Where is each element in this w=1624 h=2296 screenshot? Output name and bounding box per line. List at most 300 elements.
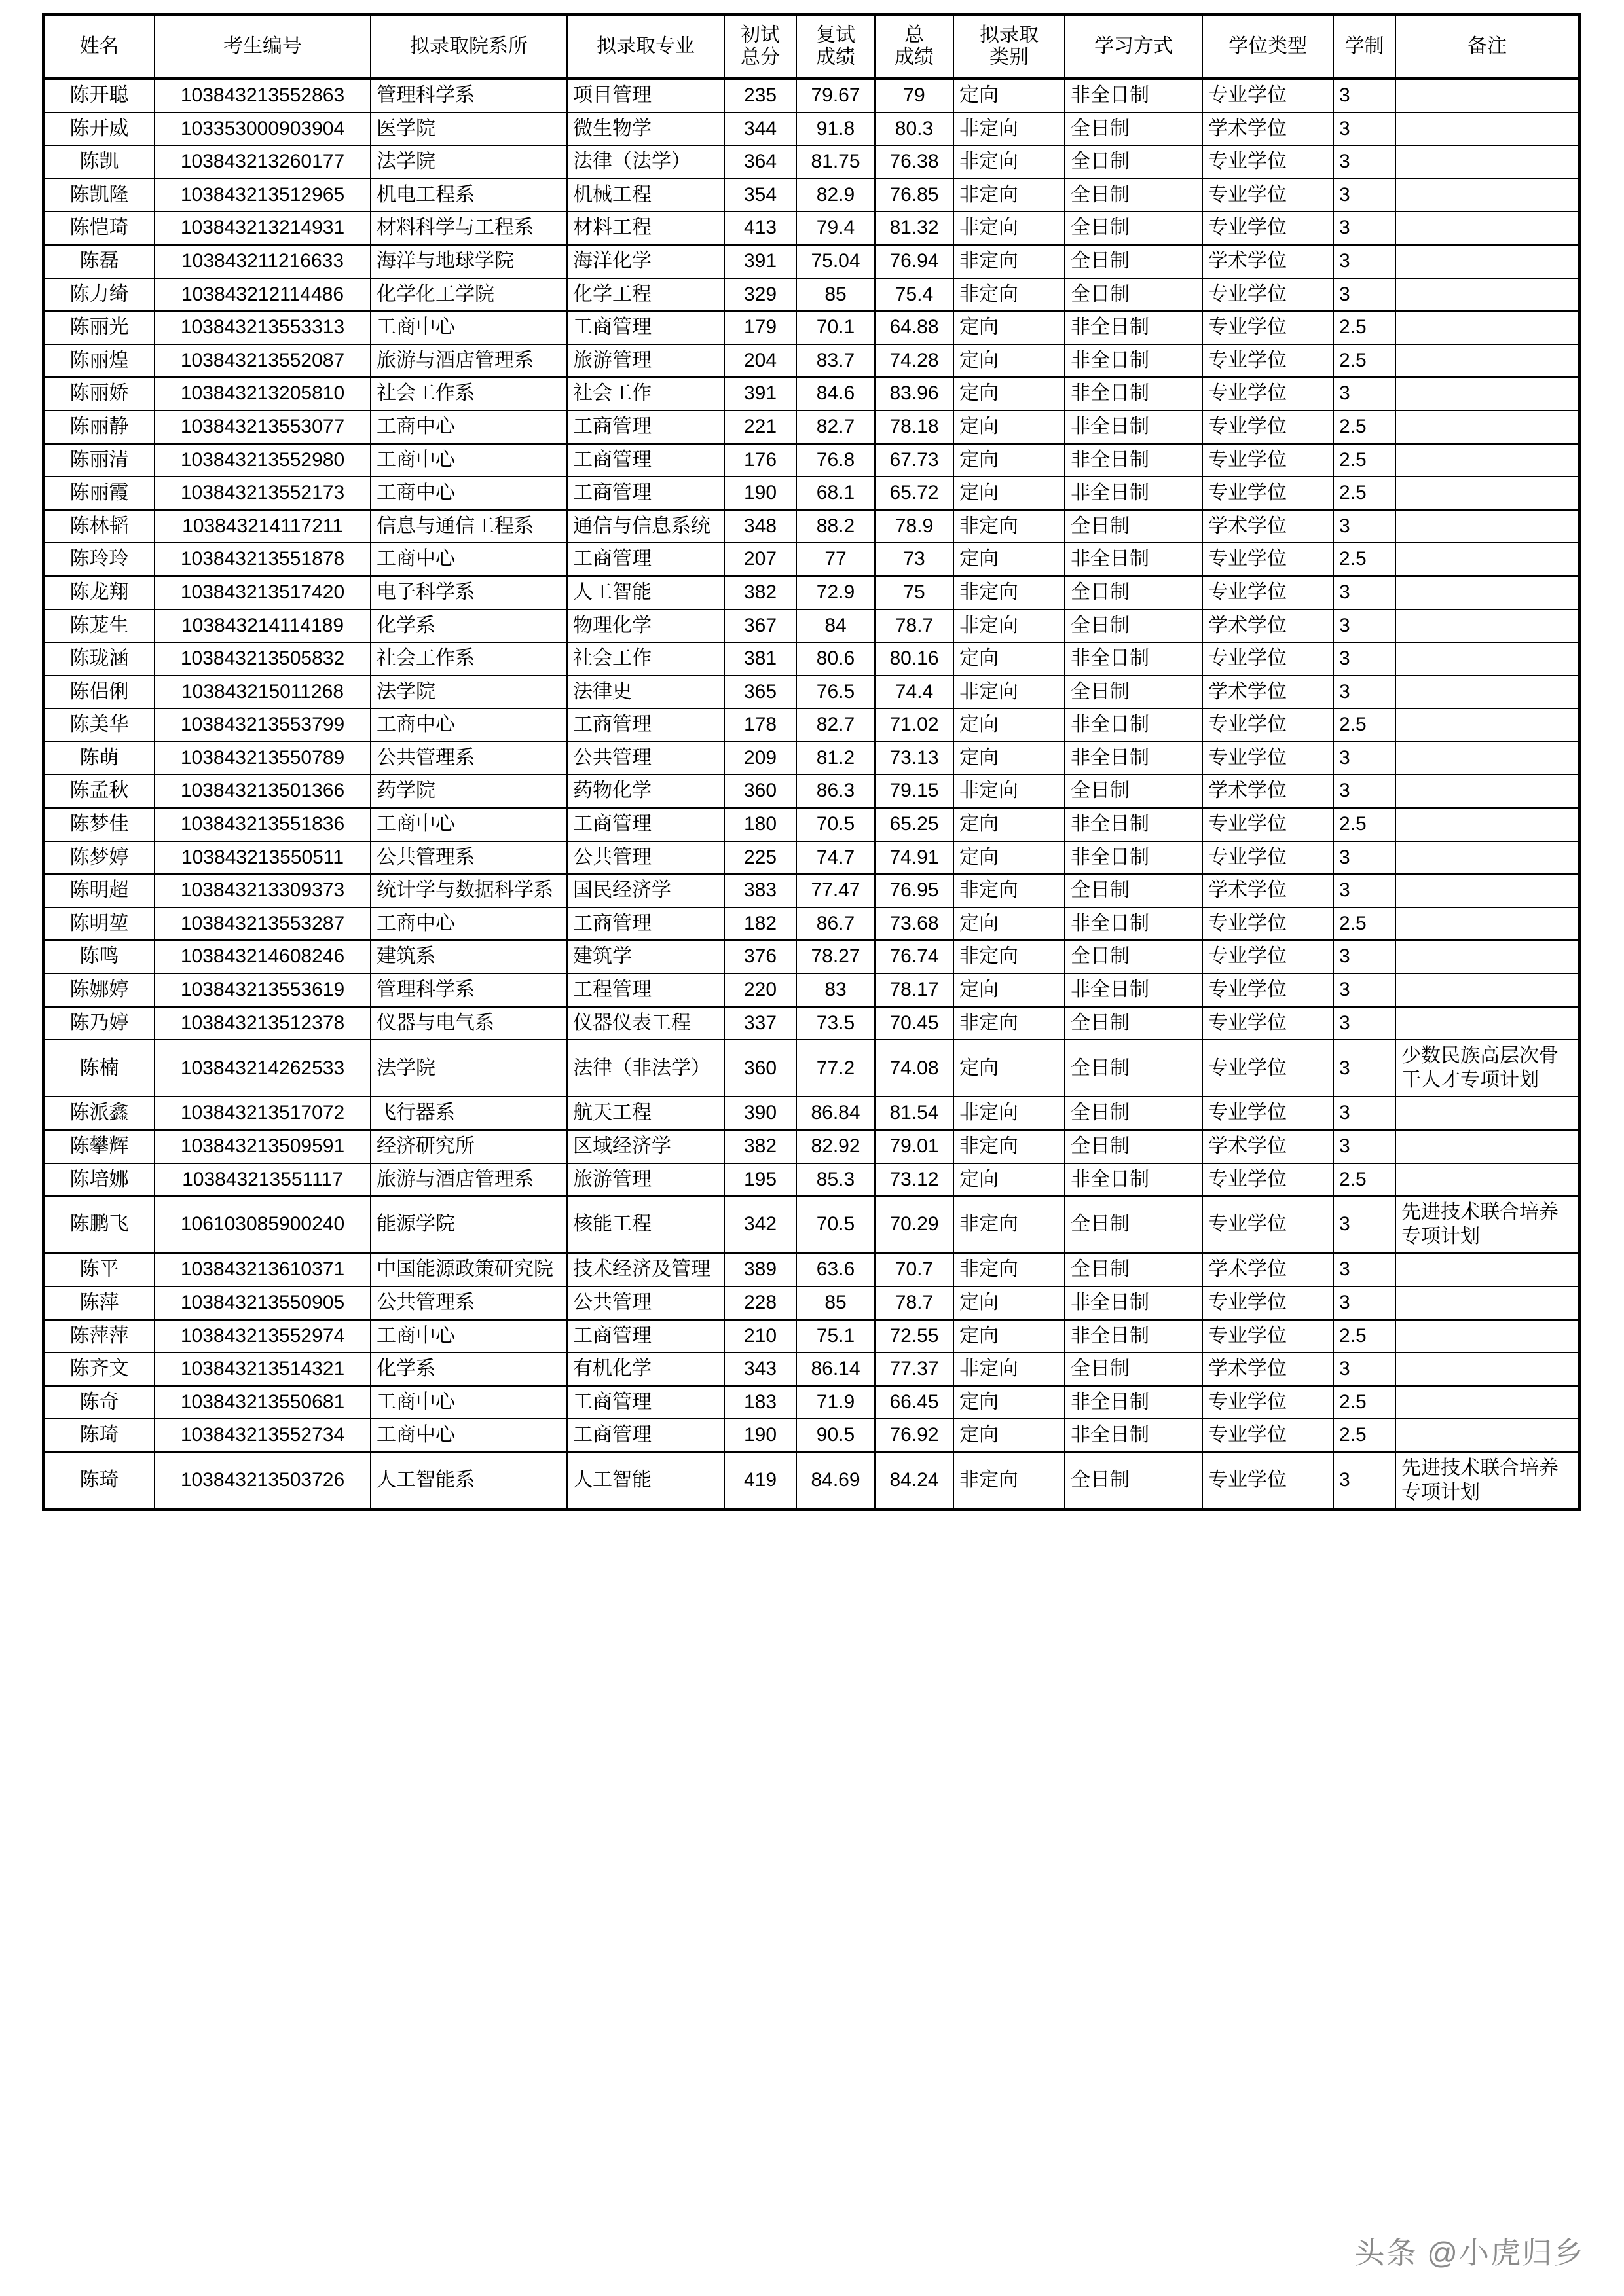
cell-category: 定向 (953, 708, 1065, 742)
cell-retest: 75.1 (796, 1320, 875, 1353)
cell-dept: 工商中心 (371, 311, 567, 344)
cell-initial: 348 (724, 510, 796, 543)
cell-degree: 专业学位 (1202, 477, 1333, 510)
cell-name: 陈林韬 (43, 510, 155, 543)
table-row (43, 344, 1579, 378)
cell-category: 非定向 (953, 610, 1065, 643)
cell-remark (1395, 1253, 1579, 1286)
cell-years: 3 (1333, 211, 1395, 245)
cell-category: 非定向 (953, 1130, 1065, 1163)
table-row (43, 377, 1579, 410)
cell-id: 103843213517072 (155, 1097, 371, 1130)
cell-name: 陈力绮 (43, 278, 155, 312)
cell-initial: 183 (724, 1386, 796, 1419)
cell-initial: 210 (724, 1320, 796, 1353)
table-row (43, 245, 1579, 278)
cell-name: 陈丽煌 (43, 344, 155, 378)
cell-name: 陈开威 (43, 113, 155, 146)
cell-dept: 公共管理系 (371, 1286, 567, 1320)
cell-mode: 非全日制 (1065, 642, 1202, 676)
cell-major: 法律史 (567, 676, 724, 709)
cell-degree: 专业学位 (1202, 179, 1333, 212)
cell-remark (1395, 145, 1579, 179)
cell-dept: 公共管理系 (371, 742, 567, 775)
cell-degree: 专业学位 (1202, 907, 1333, 941)
cell-id: 103843213517420 (155, 576, 371, 610)
cell-mode: 非全日制 (1065, 377, 1202, 410)
cell-retest: 71.9 (796, 1386, 875, 1419)
cell-degree: 专业学位 (1202, 410, 1333, 444)
cell-initial: 190 (724, 477, 796, 510)
cell-name: 陈鸣 (43, 940, 155, 974)
cell-name: 陈孟秋 (43, 774, 155, 808)
cell-total: 76.94 (875, 245, 953, 278)
cell-total: 81.54 (875, 1097, 953, 1130)
cell-total: 83.96 (875, 377, 953, 410)
cell-id: 103843213552087 (155, 344, 371, 378)
cell-degree: 专业学位 (1202, 1419, 1333, 1452)
cell-remark (1395, 444, 1579, 477)
cell-name: 陈萌 (43, 742, 155, 775)
cell-years: 3 (1333, 642, 1395, 676)
cell-name: 陈明堃 (43, 907, 155, 941)
cell-remark (1395, 1163, 1579, 1197)
cell-dept: 工商中心 (371, 477, 567, 510)
cell-degree: 专业学位 (1202, 311, 1333, 344)
cell-major: 有机化学 (567, 1353, 724, 1386)
cell-name: 陈龙翔 (43, 576, 155, 610)
cell-remark (1395, 1286, 1579, 1320)
cell-initial: 390 (724, 1097, 796, 1130)
cell-initial: 178 (724, 708, 796, 742)
cell-mode: 全日制 (1065, 610, 1202, 643)
table-row (43, 1320, 1579, 1353)
cell-remark (1395, 576, 1579, 610)
cell-initial: 180 (724, 808, 796, 841)
table-row (43, 179, 1579, 212)
cell-years: 2.5 (1333, 543, 1395, 576)
cell-dept: 化学系 (371, 610, 567, 643)
cell-retest: 72.9 (796, 576, 875, 610)
cell-initial: 337 (724, 1007, 796, 1040)
column-header-name: 姓名 (43, 14, 155, 79)
cell-remark (1395, 676, 1579, 709)
cell-retest: 79.4 (796, 211, 875, 245)
cell-category: 非定向 (953, 576, 1065, 610)
cell-major: 微生物学 (567, 113, 724, 146)
cell-id: 103843213610371 (155, 1253, 371, 1286)
cell-initial: 365 (724, 676, 796, 709)
cell-initial: 209 (724, 742, 796, 775)
cell-dept: 电子科学系 (371, 576, 567, 610)
cell-total: 76.85 (875, 179, 953, 212)
cell-id: 103843213550905 (155, 1286, 371, 1320)
cell-dept: 公共管理系 (371, 841, 567, 875)
cell-id: 103843213552980 (155, 444, 371, 477)
cell-category: 非定向 (953, 1007, 1065, 1040)
cell-degree: 专业学位 (1202, 576, 1333, 610)
cell-total: 78.18 (875, 410, 953, 444)
cell-name: 陈奇 (43, 1386, 155, 1419)
cell-remark (1395, 907, 1579, 941)
cell-retest: 86.14 (796, 1353, 875, 1386)
cell-total: 73 (875, 543, 953, 576)
cell-major: 化学工程 (567, 278, 724, 312)
table-row (43, 1419, 1579, 1452)
table-row (43, 444, 1579, 477)
cell-dept: 社会工作系 (371, 642, 567, 676)
cell-remark (1395, 642, 1579, 676)
cell-category: 定向 (953, 79, 1065, 113)
cell-total: 76.92 (875, 1419, 953, 1452)
cell-name: 陈乃婷 (43, 1007, 155, 1040)
cell-initial: 364 (724, 145, 796, 179)
cell-name: 陈美华 (43, 708, 155, 742)
cell-mode: 非全日制 (1065, 708, 1202, 742)
cell-years: 3 (1333, 1452, 1395, 1510)
cell-dept: 材料科学与工程系 (371, 211, 567, 245)
cell-category: 非定向 (953, 874, 1065, 907)
cell-major: 公共管理 (567, 841, 724, 875)
cell-mode: 全日制 (1065, 179, 1202, 212)
cell-initial: 381 (724, 642, 796, 676)
cell-degree: 专业学位 (1202, 642, 1333, 676)
cell-initial: 367 (724, 610, 796, 643)
cell-initial: 225 (724, 841, 796, 875)
cell-initial: 360 (724, 1040, 796, 1097)
cell-major: 核能工程 (567, 1196, 724, 1253)
cell-dept: 海洋与地球学院 (371, 245, 567, 278)
cell-degree: 学术学位 (1202, 245, 1333, 278)
cell-dept: 工商中心 (371, 808, 567, 841)
cell-retest: 82.92 (796, 1130, 875, 1163)
admission-list-sheet (42, 13, 1578, 1511)
table-row (43, 410, 1579, 444)
cell-initial: 382 (724, 1130, 796, 1163)
cell-retest: 82.9 (796, 179, 875, 212)
cell-initial: 354 (724, 179, 796, 212)
cell-degree: 专业学位 (1202, 974, 1333, 1007)
cell-name: 陈凯隆 (43, 179, 155, 212)
cell-total: 72.55 (875, 1320, 953, 1353)
cell-mode: 非全日制 (1065, 841, 1202, 875)
cell-retest: 86.3 (796, 774, 875, 808)
cell-remark (1395, 377, 1579, 410)
cell-category: 非定向 (953, 245, 1065, 278)
cell-degree: 专业学位 (1202, 1320, 1333, 1353)
cell-total: 67.73 (875, 444, 953, 477)
cell-total: 65.25 (875, 808, 953, 841)
cell-total: 79 (875, 79, 953, 113)
cell-degree: 学术学位 (1202, 1130, 1333, 1163)
table-row (43, 113, 1579, 146)
cell-name: 陈梦婷 (43, 841, 155, 875)
cell-retest: 84.69 (796, 1452, 875, 1510)
cell-remark (1395, 179, 1579, 212)
table-row (43, 211, 1579, 245)
cell-remark (1395, 808, 1579, 841)
cell-initial: 360 (724, 774, 796, 808)
table-row (43, 543, 1579, 576)
cell-mode: 全日制 (1065, 576, 1202, 610)
cell-retest: 81.2 (796, 742, 875, 775)
cell-major: 机械工程 (567, 179, 724, 212)
cell-initial: 391 (724, 377, 796, 410)
cell-mode: 非全日制 (1065, 477, 1202, 510)
cell-category: 定向 (953, 344, 1065, 378)
cell-total: 70.29 (875, 1196, 953, 1253)
cell-remark (1395, 311, 1579, 344)
cell-major: 工商管理 (567, 907, 724, 941)
cell-mode: 全日制 (1065, 113, 1202, 146)
cell-dept: 建筑系 (371, 940, 567, 974)
cell-years: 3 (1333, 1196, 1395, 1253)
cell-dept: 法学院 (371, 676, 567, 709)
cell-major: 国民经济学 (567, 874, 724, 907)
cell-category: 定向 (953, 742, 1065, 775)
cell-major: 航天工程 (567, 1097, 724, 1130)
cell-degree: 专业学位 (1202, 1163, 1333, 1197)
cell-years: 3 (1333, 676, 1395, 709)
cell-degree: 专业学位 (1202, 211, 1333, 245)
cell-dept: 信息与通信工程系 (371, 510, 567, 543)
cell-remark (1395, 211, 1579, 245)
cell-total: 76.38 (875, 145, 953, 179)
cell-degree: 专业学位 (1202, 1040, 1333, 1097)
cell-mode: 非全日制 (1065, 410, 1202, 444)
cell-mode: 非全日制 (1065, 1419, 1202, 1452)
cell-name: 陈鹏飞 (43, 1196, 155, 1253)
cell-total: 76.95 (875, 874, 953, 907)
cell-total: 73.68 (875, 907, 953, 941)
cell-years: 3 (1333, 79, 1395, 113)
admission-table (42, 13, 1581, 1511)
cell-years: 3 (1333, 377, 1395, 410)
cell-years: 3 (1333, 974, 1395, 1007)
table-row (43, 742, 1579, 775)
cell-mode: 全日制 (1065, 145, 1202, 179)
cell-retest: 90.5 (796, 1419, 875, 1452)
table-row (43, 907, 1579, 941)
table-row (43, 1007, 1579, 1040)
cell-mode: 全日制 (1065, 1130, 1202, 1163)
cell-name: 陈娜婷 (43, 974, 155, 1007)
cell-retest: 68.1 (796, 477, 875, 510)
cell-id: 103843213512378 (155, 1007, 371, 1040)
cell-dept: 工商中心 (371, 1419, 567, 1452)
cell-retest: 78.27 (796, 940, 875, 974)
cell-category: 非定向 (953, 1253, 1065, 1286)
table-row (43, 510, 1579, 543)
cell-name: 陈丽光 (43, 311, 155, 344)
cell-category: 非定向 (953, 1097, 1065, 1130)
cell-total: 70.7 (875, 1253, 953, 1286)
table-row (43, 79, 1579, 113)
column-header-dept: 拟录取院系所 (371, 14, 567, 79)
cell-years: 3 (1333, 510, 1395, 543)
cell-total: 75.4 (875, 278, 953, 312)
cell-total: 84.24 (875, 1452, 953, 1510)
cell-id: 103843213553799 (155, 708, 371, 742)
cell-degree: 学术学位 (1202, 676, 1333, 709)
cell-major: 法律（非法学） (567, 1040, 724, 1097)
cell-name: 陈丽静 (43, 410, 155, 444)
cell-mode: 非全日制 (1065, 444, 1202, 477)
cell-remark (1395, 708, 1579, 742)
table-row (43, 1452, 1579, 1510)
cell-total: 74.4 (875, 676, 953, 709)
cell-mode: 全日制 (1065, 1196, 1202, 1253)
cell-major: 技术经济及管理 (567, 1253, 724, 1286)
cell-major: 工商管理 (567, 1320, 724, 1353)
cell-mode: 全日制 (1065, 1040, 1202, 1097)
cell-initial: 207 (724, 543, 796, 576)
cell-retest: 80.6 (796, 642, 875, 676)
cell-dept: 工商中心 (371, 708, 567, 742)
cell-retest: 83.7 (796, 344, 875, 378)
cell-total: 78.9 (875, 510, 953, 543)
table-row (43, 841, 1579, 875)
cell-degree: 专业学位 (1202, 1386, 1333, 1419)
cell-initial: 383 (724, 874, 796, 907)
cell-major: 人工智能 (567, 576, 724, 610)
cell-dept: 工商中心 (371, 410, 567, 444)
cell-retest: 79.67 (796, 79, 875, 113)
cell-degree: 专业学位 (1202, 1196, 1333, 1253)
cell-mode: 非全日制 (1065, 974, 1202, 1007)
cell-retest: 83 (796, 974, 875, 1007)
cell-total: 80.3 (875, 113, 953, 146)
cell-degree: 专业学位 (1202, 278, 1333, 312)
cell-category: 定向 (953, 841, 1065, 875)
cell-category: 非定向 (953, 113, 1065, 146)
cell-mode: 全日制 (1065, 1007, 1202, 1040)
cell-years: 3 (1333, 1040, 1395, 1097)
cell-initial: 195 (724, 1163, 796, 1197)
cell-category: 定向 (953, 410, 1065, 444)
cell-remark (1395, 245, 1579, 278)
cell-category: 非定向 (953, 1452, 1065, 1510)
cell-initial: 413 (724, 211, 796, 245)
table-row (43, 311, 1579, 344)
cell-retest: 91.8 (796, 113, 875, 146)
cell-id: 103843213260177 (155, 145, 371, 179)
cell-degree: 学术学位 (1202, 510, 1333, 543)
cell-degree: 学术学位 (1202, 874, 1333, 907)
cell-name: 陈明超 (43, 874, 155, 907)
cell-degree: 专业学位 (1202, 145, 1333, 179)
cell-initial: 176 (724, 444, 796, 477)
cell-total: 75 (875, 576, 953, 610)
cell-degree: 专业学位 (1202, 1097, 1333, 1130)
column-header-degree: 学位类型 (1202, 14, 1333, 79)
cell-years: 3 (1333, 113, 1395, 146)
cell-id: 103843213553619 (155, 974, 371, 1007)
cell-degree: 专业学位 (1202, 808, 1333, 841)
cell-dept: 旅游与酒店管理系 (371, 344, 567, 378)
cell-id: 106103085900240 (155, 1196, 371, 1253)
cell-degree: 专业学位 (1202, 1452, 1333, 1510)
cell-mode: 全日制 (1065, 1097, 1202, 1130)
cell-total: 74.91 (875, 841, 953, 875)
cell-total: 77.37 (875, 1353, 953, 1386)
cell-id: 103843213552974 (155, 1320, 371, 1353)
cell-remark (1395, 113, 1579, 146)
cell-mode: 非全日制 (1065, 543, 1202, 576)
cell-major: 通信与信息系统 (567, 510, 724, 543)
cell-initial: 343 (724, 1353, 796, 1386)
cell-id: 103843213550511 (155, 841, 371, 875)
cell-years: 3 (1333, 1286, 1395, 1320)
cell-name: 陈梦佳 (43, 808, 155, 841)
cell-degree: 学术学位 (1202, 1253, 1333, 1286)
cell-retest: 85 (796, 278, 875, 312)
cell-retest: 86.84 (796, 1097, 875, 1130)
cell-degree: 专业学位 (1202, 1007, 1333, 1040)
table-row (43, 808, 1579, 841)
cell-mode: 非全日制 (1065, 808, 1202, 841)
cell-degree: 学术学位 (1202, 113, 1333, 146)
cell-mode: 非全日制 (1065, 1320, 1202, 1353)
cell-mode: 全日制 (1065, 278, 1202, 312)
cell-total: 71.02 (875, 708, 953, 742)
cell-dept: 化学化工学院 (371, 278, 567, 312)
cell-remark (1395, 610, 1579, 643)
cell-mode: 全日制 (1065, 1353, 1202, 1386)
cell-mode: 全日制 (1065, 774, 1202, 808)
cell-years: 2.5 (1333, 444, 1395, 477)
cell-name: 陈派鑫 (43, 1097, 155, 1130)
cell-degree: 学术学位 (1202, 1353, 1333, 1386)
cell-remark (1395, 742, 1579, 775)
cell-id: 103843213551878 (155, 543, 371, 576)
cell-major: 工程管理 (567, 974, 724, 1007)
cell-mode: 非全日制 (1065, 1163, 1202, 1197)
cell-retest: 70.5 (796, 1196, 875, 1253)
cell-total: 80.16 (875, 642, 953, 676)
cell-years: 3 (1333, 245, 1395, 278)
cell-category: 定向 (953, 1286, 1065, 1320)
cell-retest: 77.2 (796, 1040, 875, 1097)
cell-retest: 85.3 (796, 1163, 875, 1197)
cell-years: 2.5 (1333, 344, 1395, 378)
cell-retest: 76.5 (796, 676, 875, 709)
cell-category: 定向 (953, 1163, 1065, 1197)
cell-dept: 药学院 (371, 774, 567, 808)
cell-remark (1395, 79, 1579, 113)
cell-initial: 204 (724, 344, 796, 378)
cell-id: 103843213551117 (155, 1163, 371, 1197)
table-row (43, 145, 1579, 179)
column-header-retest: 复试 成绩 (796, 14, 875, 79)
cell-initial: 342 (724, 1196, 796, 1253)
cell-dept: 旅游与酒店管理系 (371, 1163, 567, 1197)
cell-years: 2.5 (1333, 1419, 1395, 1452)
cell-dept: 机电工程系 (371, 179, 567, 212)
cell-name: 陈平 (43, 1253, 155, 1286)
cell-major: 人工智能 (567, 1452, 724, 1510)
cell-id: 103843211216633 (155, 245, 371, 278)
cell-dept: 中国能源政策研究院 (371, 1253, 567, 1286)
cell-years: 2.5 (1333, 808, 1395, 841)
cell-retest: 81.75 (796, 145, 875, 179)
cell-initial: 190 (724, 1419, 796, 1452)
cell-category: 非定向 (953, 211, 1065, 245)
cell-id: 103843214608246 (155, 940, 371, 974)
cell-remark (1395, 1386, 1579, 1419)
cell-years: 3 (1333, 1130, 1395, 1163)
cell-degree: 专业学位 (1202, 708, 1333, 742)
